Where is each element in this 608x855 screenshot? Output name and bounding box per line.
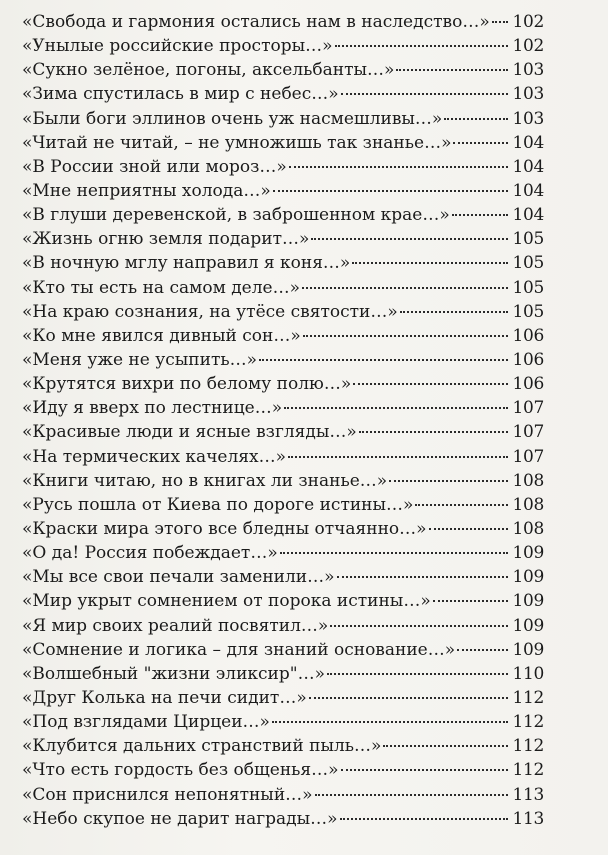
dot-leader <box>259 359 508 361</box>
toc-entry-title: «Сукно зелёное, погоны, аксельбанты…» <box>22 60 395 81</box>
toc-entry-page-number: 104 <box>512 156 544 177</box>
dot-leader <box>492 21 508 23</box>
toc-entry <box>22 396 544 420</box>
toc-entry <box>22 131 544 155</box>
dot-leader <box>284 407 508 409</box>
dot-leader <box>415 504 508 506</box>
dot-leader <box>352 262 508 264</box>
toc-entry-page-number: 110 <box>512 663 544 684</box>
toc-entry-title: «Небо скупое не дарит награды…» <box>22 808 338 829</box>
dot-leader <box>330 625 508 627</box>
toc-entry-title: «Мне неприятны холода…» <box>22 180 271 201</box>
toc-entry <box>22 82 544 106</box>
toc-entry-page-number: 106 <box>512 325 544 346</box>
toc-entry-title: «Мы все свои печали заменили…» <box>22 567 335 588</box>
toc-entry <box>22 58 544 82</box>
dot-leader <box>429 528 508 530</box>
dot-leader <box>359 431 508 433</box>
toc-entry-page-number: 112 <box>512 760 544 781</box>
dot-leader <box>444 118 508 120</box>
toc-entry <box>22 348 544 372</box>
toc-entry-title: «Жизнь огню земля подарит…» <box>22 229 310 250</box>
dot-leader <box>315 794 508 796</box>
toc-entry-title: «Сон приснился непонятный…» <box>22 784 313 805</box>
toc-entry-page-number: 107 <box>512 422 544 443</box>
toc-entry-title: «В глуши деревенской, в заброшенном крае…» <box>22 205 450 226</box>
toc-entry-title: «Волшебный "жизни эликсир"…» <box>22 663 325 684</box>
toc-entry <box>22 565 544 589</box>
dot-leader <box>400 311 508 313</box>
dot-leader <box>340 818 508 820</box>
toc-entry-page-number: 107 <box>512 446 544 467</box>
toc-entry-title: «Свобода и гармония остались нам в наследство…» <box>22 12 490 32</box>
dot-leader <box>309 697 508 699</box>
toc-entry-title: «Мир укрыт сомнением от порока истины…» <box>22 591 431 612</box>
toc-entry-page-number: 108 <box>512 494 544 515</box>
toc-entry-title: «В ночную мглу направил я коня…» <box>22 253 351 274</box>
toc-entry-title: «Зима спустилась в мир с небес…» <box>22 84 339 105</box>
toc-entry <box>22 10 544 34</box>
toc-entry <box>22 107 544 131</box>
toc-entry-page-number: 103 <box>512 84 544 105</box>
toc-entry <box>22 276 544 300</box>
toc-entry-title: «Унылые российские просторы…» <box>22 36 333 57</box>
toc-entry <box>22 686 544 710</box>
toc-entry-page-number: 112 <box>512 687 544 708</box>
toc-entry-title: «Краски мира этого все бледны отчаянно…» <box>22 518 427 539</box>
toc-entry-title: «Крутятся вихри по белому полю…» <box>22 374 352 395</box>
toc-entry-page-number: 113 <box>512 808 544 829</box>
dot-leader <box>327 673 508 675</box>
toc-entry-page-number: 113 <box>512 784 544 805</box>
toc-entry-page-number: 102 <box>512 36 544 57</box>
table-of-contents <box>22 10 544 831</box>
toc-entry-page-number: 102 <box>512 12 544 32</box>
toc-entry-title: «Были боги эллинов очень уж насмешливы…» <box>22 108 443 129</box>
toc-entry <box>22 227 544 251</box>
dot-leader <box>353 383 508 385</box>
toc-entry-page-number: 109 <box>512 543 544 564</box>
dot-leader <box>457 649 508 651</box>
toc-entry-page-number: 109 <box>512 639 544 660</box>
toc-entry-page-number: 109 <box>512 567 544 588</box>
toc-entry-page-number: 105 <box>512 277 544 298</box>
toc-entry-page-number: 105 <box>512 301 544 322</box>
toc-entry-title: «На краю сознания, на утёсе святости…» <box>22 301 398 322</box>
toc-entry <box>22 614 544 638</box>
toc-entry-page-number: 108 <box>512 470 544 491</box>
toc-entry <box>22 758 544 782</box>
toc-entry-page-number: 104 <box>512 180 544 201</box>
toc-entry-title: «Меня уже не усыпить…» <box>22 349 258 370</box>
toc-entry-page-number: 109 <box>512 591 544 612</box>
dot-leader <box>335 45 508 47</box>
toc-entry-page-number: 106 <box>512 349 544 370</box>
toc-entry <box>22 638 544 662</box>
dot-leader <box>396 69 508 71</box>
dot-leader <box>280 552 508 554</box>
dot-leader <box>303 335 508 337</box>
toc-entry-title: «Иду я вверх по лестнице…» <box>22 398 283 419</box>
toc-entry <box>22 372 544 396</box>
dot-leader <box>341 769 508 771</box>
toc-entry-page-number: 107 <box>512 398 544 419</box>
dot-leader <box>341 93 508 95</box>
toc-entry-page-number: 103 <box>512 108 544 129</box>
toc-entry-title: «Клубится дальних странствий пыль…» <box>22 736 382 757</box>
dot-leader <box>453 142 508 144</box>
toc-entry <box>22 155 544 179</box>
toc-entry-title: «Друг Колька на печи сидит…» <box>22 687 307 708</box>
toc-entry <box>22 734 544 758</box>
toc-entry-title: «Читай не читай, – не умножишь так знанье…» <box>22 132 452 153</box>
toc-entry-title: «Красивые люди и ясные взгляды…» <box>22 422 357 443</box>
toc-entry <box>22 469 544 493</box>
toc-entry-page-number: 105 <box>512 229 544 250</box>
toc-entry-title: «Кто ты есть на самом деле…» <box>22 277 300 298</box>
toc-entry <box>22 541 544 565</box>
toc-entry <box>22 203 544 227</box>
toc-entry <box>22 662 544 686</box>
toc-entry-title: «Я мир своих реалий посвятил…» <box>22 615 329 636</box>
dot-leader <box>273 190 508 192</box>
toc-entry-page-number: 104 <box>512 205 544 226</box>
toc-entry-page-number: 103 <box>512 60 544 81</box>
dot-leader <box>337 576 508 578</box>
toc-entry-title: «Что есть гордость без общенья…» <box>22 760 339 781</box>
toc-entry-title: «Русь пошла от Киева по дороге истины…» <box>22 494 414 515</box>
toc-entry <box>22 324 544 348</box>
toc-entry <box>22 179 544 203</box>
toc-entry <box>22 300 544 324</box>
toc-entry-title: «В России зной или мороз…» <box>22 156 287 177</box>
toc-entry <box>22 420 544 444</box>
toc-entry <box>22 589 544 613</box>
toc-entry <box>22 251 544 275</box>
toc-entry-page-number: 112 <box>512 712 544 733</box>
toc-entry-page-number: 109 <box>512 615 544 636</box>
toc-entry-page-number: 108 <box>512 518 544 539</box>
dot-leader <box>272 721 508 723</box>
toc-entry-page-number: 106 <box>512 374 544 395</box>
dot-leader <box>302 287 508 289</box>
toc-entry-title: «Ко мне явился дивный сон…» <box>22 325 301 346</box>
toc-entry-title: «Под взглядами Цирцеи…» <box>22 712 270 733</box>
toc-entry <box>22 493 544 517</box>
toc-entry <box>22 807 544 831</box>
dot-leader <box>433 600 508 602</box>
dot-leader <box>289 166 508 168</box>
toc-entry-page-number: 104 <box>512 132 544 153</box>
dot-leader <box>383 745 508 747</box>
dot-leader <box>311 238 508 240</box>
dot-leader <box>389 480 508 482</box>
toc-entry <box>22 783 544 807</box>
toc-entry <box>22 710 544 734</box>
toc-entry-page-number: 112 <box>512 736 544 757</box>
toc-entry-title: «На термических качелях…» <box>22 446 287 467</box>
dot-leader <box>452 214 508 216</box>
toc-entry <box>22 517 544 541</box>
toc-entry-page-number: 105 <box>512 253 544 274</box>
toc-entry <box>22 445 544 469</box>
toc-entry-title: «О да! Россия побеждает…» <box>22 543 278 564</box>
toc-entry-title: «Книги читаю, но в книгах ли знанье…» <box>22 470 388 491</box>
dot-leader <box>288 456 508 458</box>
toc-entry-title: «Сомнение и логика – для знаний основание…» <box>22 639 456 660</box>
toc-entry <box>22 34 544 58</box>
